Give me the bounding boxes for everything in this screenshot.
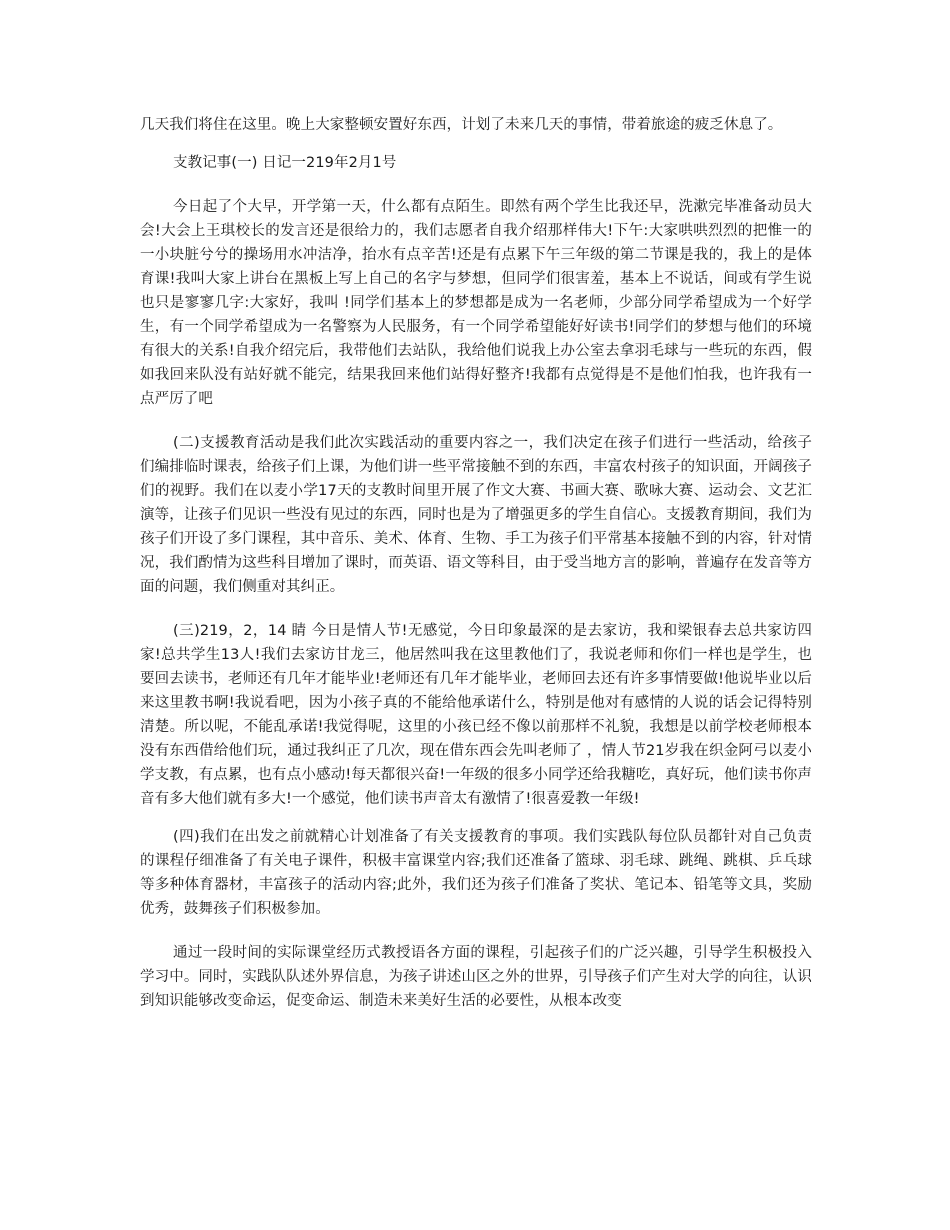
diary-heading: 支教记事(一) 日记一219年2月1号	[173, 155, 397, 171]
paragraph-conclusion: 通过一段时间的实际课堂经历式教授语各方面的课程，引起孩子们的广泛兴趣，引导学生积极投入学习中。同时，实践队队述外界信息，为孩子讲述山区之外的世界，引导孩子们产生对大学的向往，认识到知识能够改变命运，促变命运、制造未来美好生活的必要性，从根本改变	[140, 945, 812, 1009]
paragraph-section-four: (四)我们在出发之前就精心计划准备了有关支援教育的事项。我们实践队每位队员都针对自己负责的课程仔细准备了有关电子课件，积极丰富课堂内容;我们还准备了篮球、羽毛球、跳绳、跳棋、乒乓球等多种体育器材，丰富孩子的活动内容;此外，我们还为孩子们准备了奖状、笔记本、铅笔等文具，奖励优秀，鼓舞孩子们积极参加。	[140, 829, 812, 917]
paragraph-section-two: (二)支援教育活动是我们此次实践活动的重要内容之一，我们决定在孩子们进行一些活动，给孩子们编排临时课表，给孩子们上课，为他们讲一些平常接触不到的东西，丰富农村孩子的知识面，开阔孩子们的视野。我们在以麦小学17天的支教时间里开展了作文大赛、书画大赛、歌咏大赛、运动会、文艺汇演等，让孩子们见识一些没有见过的东西，同时也是为了增强更多的学生自信心。支援教育期间，我们为孩子们开设了多门课程，其中音乐、美术、体育、生物、手工为孩子们平常基本接触不到的内容，针对情况，我们酌情为这些科目增加了课时，而英语、语文等科目，由于受当地方言的影响，普遍存在发音等方面的问题，我们侧重对其纠正。	[140, 435, 812, 595]
paragraph-continuation: 几天我们将住在这里。晚上大家整顿安置好东西，计划了未来几天的事情，带着旅途的疲乏休息了。	[140, 117, 783, 133]
paragraph-first-day: 今日起了个大早，开学第一天，什么都有点陌生。即然有两个学生比我还早，洗漱完毕准备动员大会!大会上王琪校长的发言还是很给力的，我们志愿者自我介绍那样伟大!下午:大家哄哄烈烈的把惟一的一小块脏兮兮的操场用水冲洁净，抬水有点辛苦!还是有点累下午三年级的第二节课是我的，我上的是体育课!我叫大家上讲台在黑板上写上自己的名字与梦想，但同学们很害羞，基本上不说话，间或有学生说也只是寥寥几字:大家好，我叫 !同学们基本上的梦想都是成为一名老师，少部分同学希望成为一个好学生，有一个同学希望成为一名警察为人民服务，有一个同学希望能好好读书!同学们的梦想与他们的环境有很大的关系!自我介绍完后，我带他们去站队，我给他们说我上办公室去拿羽毛球与一些玩的东西，假如我回来队没有站好就不能完，结果我回来他们站得好整齐!我都有点觉得是不是他们怕我，也许我有一点严厉了吧	[140, 199, 812, 407]
paragraph-section-three: (三)219，2，14 睛 今日是情人节!无感觉，今日印象最深的是去家访，我和梁银春去总共家访四家!总共学生13人!我们去家访甘龙三，他居然叫我在这里教他们了，我说老师和你们一样也是学生，也要回去读书，老师还有几年才能毕业!老师还有几年才能毕业，老师回去还有许多事情要做!他说毕业以后来这里教书啊!我说看吧，因为小孩子真的不能给他承诺什么，特别是他对有感情的人说的话会记得特别清楚。所以呢，不能乱承诺!我觉得呢，这里的小孩已经不像以前那样不礼貌，我想是以前学校老师根本没有东西借给他们玩，通过我纠正了几次，现在借东西会先叫老师了 ，情人节21岁我在织金阿弓以麦小学支教，有点累，也有点小感动!每天都很兴奋!一年级的很多小同学还给我糖吃，真好玩，他们读书你声音有多大他们就有多大!一个感觉，他们读书声音太有激情了!很喜爱教一年级!	[140, 623, 812, 807]
document-body	[140, 113, 812, 1013]
